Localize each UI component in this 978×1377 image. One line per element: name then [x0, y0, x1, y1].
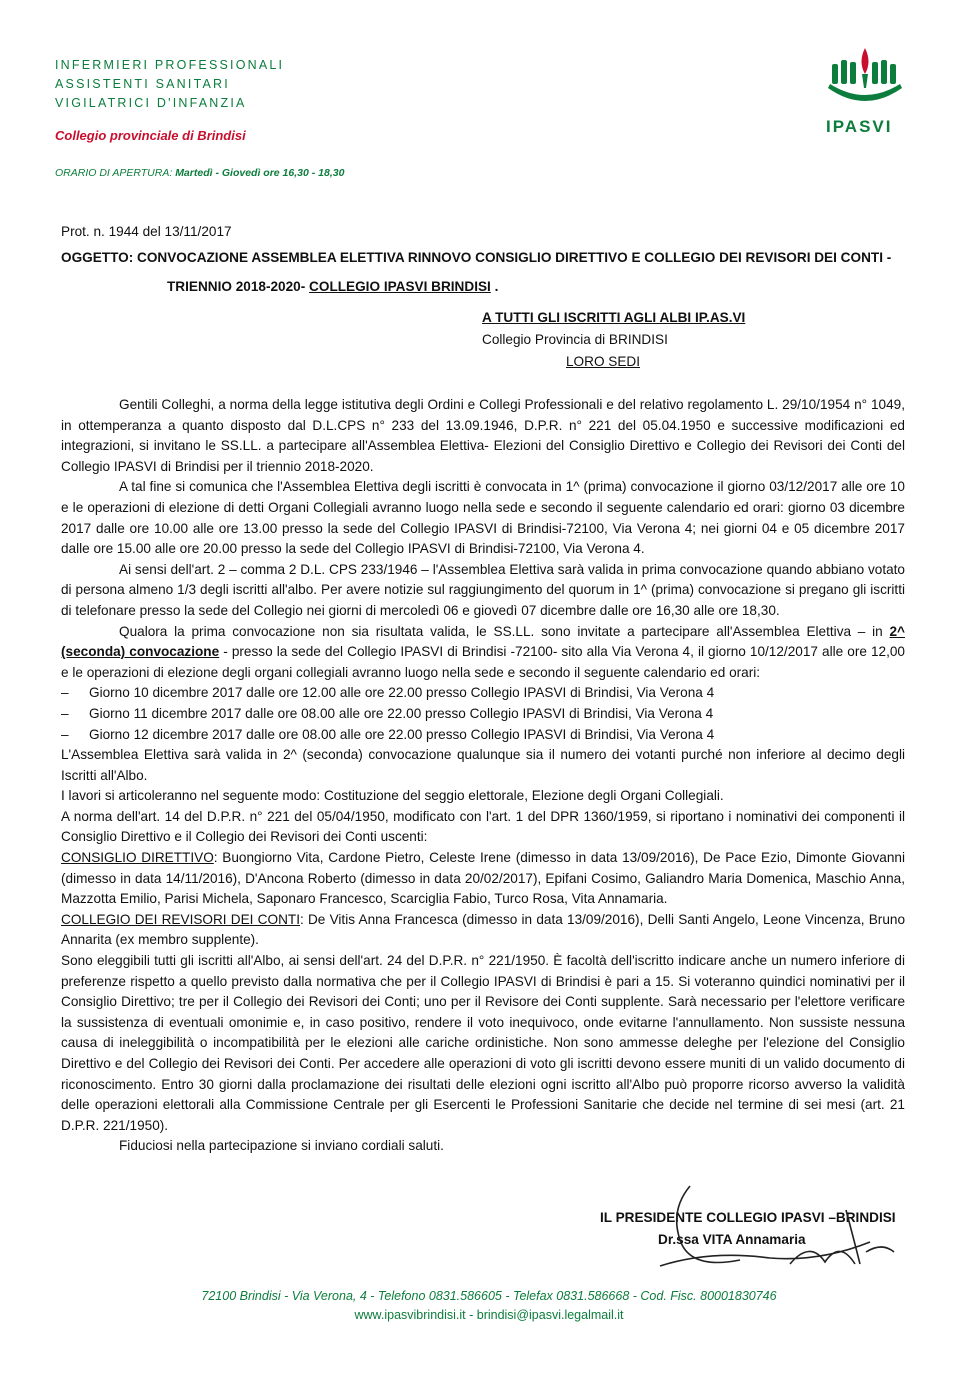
paragraph-3: Ai sensi dell'art. 2 – comma 2 D.L. CPS 233/1946 – l'Assemblea Elettiva sarà valida in prima convocazione quando abbiano votato di persona almeno 1/3 degli iscritti all'albo. Per avere notizie sul raggiungimento del quorum in 1^ (prima) convocazione si pregano gli iscritti di telefonare presso la sede del Collegio nei giorni di mercoledì 06 e giovedì 07 dicembre dalle ore 16,30 alle ore 18,30. [61, 561, 905, 618]
header-line-2: ASSISTENTI SANITARI [55, 77, 230, 91]
signature-name: Dr.ssa VITA Annamaria [658, 1232, 806, 1247]
recipient-line-3: LORO SEDI [566, 354, 641, 369]
ipasvi-logo-icon [822, 44, 908, 116]
subject-line-2 [167, 279, 498, 294]
revisori-members: : De Vitis Anna Francesca (dimesso in data 13/09/2016), Delli Santi Angelo, Leone Vincenza, Bruno Annarita (ex membro supplente). [61, 911, 906, 948]
recipient-line-1: A TUTTI GLI ISCRITTI AGLI ALBI IP.AS.VI [482, 310, 746, 325]
header-line-3: VIGILATRICI D'INFANZIA [55, 96, 247, 110]
paragraph-5: L'Assemblea Elettiva sarà valida in 2^ (seconda) convocazione qualunque sia il numero dei votanti purché non inferiore al decimo degli Iscritti all'Albo. [61, 747, 905, 783]
subject-college: COLLEGIO IPASVI BRINDISI [309, 279, 491, 294]
paragraph-1: Gentili Colleghi, a norma della legge istitutiva degli Ordini e Collegi Professionali e del relativo regolamento L. 29/10/1954 n° 1049, in ottemperanza a quanto disposto dal D.L.CPS n° 233 del 13.09.1946, D.P.R. n° 221 del 05.04.1950 e successive modificazioni ed integrazioni, si invitano le SS.LL. a partecipare all'Assemblea Elettiva- Elezioni del Consiglio Direttivo e Collegio dei Revisori dei Conti del Collegio IPASVI di Brindisi per il triennio 2018-2020. [61, 397, 905, 474]
recipient-block [482, 307, 745, 373]
paragraph-8 [61, 848, 905, 910]
header-line-1: INFERMIERI PROFESSIONALI [55, 58, 285, 72]
opening-hours [55, 167, 344, 179]
paragraph-7: A norma dell'art. 14 del D.P.R. n° 221 del 05/04/1950, modificato con l'art. 1 del DPR 1360/1959, si riportano i nominativi dei componenti il Consiglio Direttivo e il Collegio dei Revisori dei Conti uscenti: [61, 808, 905, 845]
subject-line-1: OGGETTO: CONVOCAZIONE ASSEMBLEA ELETTIVA RINNOVO CONSIGLIO DIRETTIVO E COLLEGIO DEI REVISORI DEI CONTI - [61, 250, 892, 265]
paragraph-4-a: Qualora la prima convocazione non sia risultata valida, le SS.LL. sono invitate a partecipare all'Assemblea Elettiva – in [119, 623, 890, 639]
subject-triennio: TRIENNIO 2018-2020- [167, 279, 310, 294]
revisori-label: COLLEGIO DEI REVISORI DEI CONTI [61, 911, 300, 927]
paragraph-9 [61, 910, 905, 951]
subject-end: . [490, 279, 499, 294]
paragraph-10: Sono eleggibili tutti gli iscritti all'Albo, ai sensi dell'art. 24 del D.P.R. n° 221/1950. È facoltà dell'iscritto indicare anche un numero inferiore di preferenze rispetto a quello previsto dalla normativa che per il Collegio IPASVI di Brindisi è pari a 15. Si voteranno quindici nominativi per il Consiglio Direttivo; tre per il Collegio dei Revisori dei Conti; uno per il Revisore dei Conti supplente. Sarà necessario per l'elettore verificare la sussistenza di eventuali omonimie e, in caso positivo, rendere il voto inequivoco, onde evitarne l'annullamento. Non sussiste nessuna causa di ineleggibilità o incompatibilità per le elezioni alle cariche ordinistiche. Non sono ammesse deleghe per l'elezione del Consiglio Direttivo e del Collegio dei Revisori dei Conti. Per accedere alle operazioni di voto gli iscritti devono essere muniti di un valido documento di riconoscimento. Entro 30 giorni dalla proclamazione dei risultati delle elezioni ogni iscritto all'Albo può proporre ricorso avverso la validità delle operazioni elettorali alla Commissione Centrale per gli Esercenti le Professioni Sanitarie che decide nel termine di sei mesi (art. 21 D.P.R. 221/1950). [61, 953, 905, 1133]
second-convocation: 2^ (seconda) convocazione [61, 623, 905, 660]
logo-text: IPASVI [826, 117, 893, 136]
schedule-item-1: – Giorno 10 dicembre 2017 dalle ore 12.00 alle ore 22.00 presso Collegio IPASVI di Brindisi, Via Verona 4 [61, 683, 905, 704]
handwritten-signature-icon [650, 1180, 900, 1280]
paragraph-4 [61, 622, 905, 684]
consiglio-direttivo-members: : Buongiorno Vita, Cardone Pietro, Celeste Irene (dimesso in data 13/09/2016), De Pace Ezio, Dimonte Giovanni (dimesso in data 14/11/2016), D'Ancona Roberto (dimesso in data 20/02/2017), Epifani Cosimo, Galiandro Maria Domenica, Maschio Anna, Mazzotta Emilio, Parisi Michela, Saponaro Francesco, Scarciglia Fabio, Turco Rosa, Vita Annamaria. [61, 850, 905, 907]
paragraph-2: A tal fine si comunica che l'Assemblea Elettiva degli iscritti è convocata in 1^ (prima) convocazione il giorno 03/12/2017 alle ore 10 e le operazioni di elezione di detti Organi Collegiali avranno luogo nella sede e secondo il seguente calendario ed orari: giorno 03 dicembre 2017 dalle ore 10.00 alle ore 13.00 presso la sede del Collegio IPASVI di Brindisi-72100, Via Verona 4; nei giorni 04 e 05 dicembre 2017 dalle ore 15.00 alle ore 20.00 presso la sede del Collegio IPASVI di Brindisi-72100, Via Verona 4. [61, 479, 905, 557]
consiglio-direttivo-label: CONSIGLIO DIRETTIVO [61, 850, 214, 866]
opening-hours-value: Martedì - Giovedì ore 16,30 - 18,30 [175, 167, 345, 179]
recipient-line-2: Collegio Provincia di BRINDISI [482, 332, 668, 347]
schedule-item-3: – Giorno 12 dicembre 2017 dalle ore 08.00 alle ore 22.00 presso Collegio IPASVI di Brindisi, Via Verona 4 [61, 725, 905, 746]
paragraph-4-c: - presso la sede del Collegio IPASVI di Brindisi -72100- sito alla Via Verona 4, il giorno 10/12/2017 alle ore 12,00 e le operazioni di elezione degli organi collegiali avranno luogo nella sede e secondo il seguente calendario ed orari: [61, 644, 905, 680]
college-name: Collegio provinciale di Brindisi [55, 128, 246, 143]
footer-contacts: www.ipasvibrindisi.it - brindisi@ipasvi.legalmail.it [354, 1308, 624, 1322]
protocol-number: Prot. n. 1944 del 13/11/2017 [61, 224, 232, 239]
opening-hours-label: ORARIO DI APERTURA: [55, 167, 176, 179]
signature-title: IL PRESIDENTE COLLEGIO IPASVI –BRINDISI [600, 1210, 896, 1225]
footer-address: 72100 Brindisi - Via Verona, 4 - Telefono 0831.586605 - Telefax 0831.586668 - Cod. Fisc. 80001830746 [201, 1289, 777, 1303]
schedule-item-2: – Giorno 11 dicembre 2017 dalle ore 08.00 alle ore 22.00 presso Collegio IPASVI di Brindisi, Via Verona 4 [61, 704, 905, 725]
organization-header [55, 56, 284, 113]
letter-body [61, 395, 905, 1157]
paragraph-11: Fiduciosi nella partecipazione si inviano cordiali saluti. [119, 1138, 444, 1154]
paragraph-6: I lavori si articoleranno nel seguente modo: Costituzione del seggio elettorale, Elezione degli Organi Collegiali. [61, 788, 724, 804]
